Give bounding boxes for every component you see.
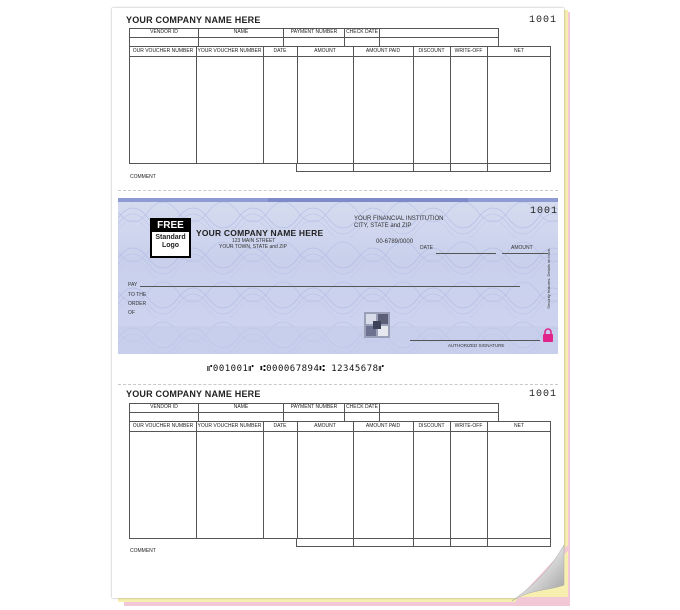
stub-company-name: YOUR COMPANY NAME HERE (126, 15, 261, 25)
check-body (118, 198, 558, 354)
stub-check-number: 1001 (529, 15, 558, 26)
col-date: DATE (273, 48, 287, 54)
check-number: 1001 (530, 206, 558, 217)
name-label: NAME (199, 404, 284, 413)
of-label: OF (128, 310, 135, 316)
order-label: ORDER (128, 301, 147, 307)
payment-number-label: PAYMENT NUMBER (284, 29, 345, 38)
stub2-company-name: YOUR COMPANY NAME HERE (126, 389, 261, 399)
amount-line (502, 253, 548, 254)
check-address2: YOUR TOWN, STATE and ZIP (219, 244, 287, 250)
vendor-id-label: VENDOR ID (130, 404, 199, 413)
logo-free-text: FREE (152, 220, 189, 232)
page-curl-icon (512, 545, 568, 605)
check-date-label: CHECK DATE (345, 29, 380, 38)
check-company-name: YOUR COMPANY NAME HERE (196, 228, 324, 238)
perforation-line (118, 190, 558, 191)
check-address1: 123 MAIN STREET (232, 238, 276, 244)
col-amount: AMOUNT (314, 423, 336, 429)
name-label: NAME (199, 29, 284, 38)
col-amount-paid: AMOUNT PAID (365, 423, 401, 429)
logo-line2: Logo (161, 242, 180, 249)
vendor-id-label: VENDOR ID (130, 29, 199, 38)
col-net: NET (514, 48, 524, 54)
col-date: DATE (273, 423, 287, 429)
bank-city: CITY, STATE and ZIP (354, 223, 412, 229)
col-discount: DISCOUNT (418, 48, 445, 54)
perforation-line-2 (118, 384, 558, 385)
col-amount: AMOUNT (314, 48, 336, 54)
signature-line (410, 340, 540, 341)
stub2-comment-label: COMMENT (130, 548, 156, 554)
col-our-voucher: OUR VOUCHER NUMBER (132, 48, 194, 54)
col-your-voucher: YOUR VOUCHER NUMBER (197, 423, 262, 429)
stub-comment-label: COMMENT (130, 174, 156, 180)
stub2-header-table (129, 403, 499, 422)
date-label: DATE (420, 245, 433, 251)
security-features-text: Security features. Details on back. (546, 248, 551, 309)
stub-totals-row (296, 163, 551, 172)
signature-label: AUTHORIZED SIGNATURE (448, 343, 505, 348)
micr-line: ⑈001001⑈ ⑆000067894⑆ 12345678⑈ (207, 364, 385, 374)
stub-voucher-grid (129, 46, 551, 164)
lock-icon (542, 328, 554, 342)
check-date-label: CHECK DATE (345, 404, 380, 413)
to-the-label: TO THE (128, 292, 147, 298)
stub-header-table (129, 28, 499, 47)
pay-label: PAY (128, 282, 138, 288)
col-write-off: WRITE-OFF (454, 48, 483, 54)
col-discount: DISCOUNT (418, 423, 445, 429)
security-microprint-strip (118, 198, 558, 202)
payment-number-label: PAYMENT NUMBER (284, 404, 345, 413)
stub2-check-number: 1001 (529, 389, 558, 400)
security-hologram-icon (364, 312, 390, 338)
col-your-voucher: YOUR VOUCHER NUMBER (197, 48, 262, 54)
stub2-voucher-grid (129, 421, 551, 539)
logo-placeholder (150, 218, 191, 258)
amount-label: AMOUNT (511, 245, 533, 251)
bank-name: YOUR FINANCIAL INSTITUTION (354, 216, 444, 222)
col-our-voucher: OUR VOUCHER NUMBER (132, 423, 194, 429)
col-net: NET (514, 423, 524, 429)
payee-line (140, 286, 520, 287)
routing-fraction: 00-6789/0000 (376, 239, 414, 245)
logo-line1: Standard (155, 234, 186, 241)
col-write-off: WRITE-OFF (454, 423, 483, 429)
col-amount-paid: AMOUNT PAID (365, 48, 401, 54)
date-line (436, 253, 496, 254)
